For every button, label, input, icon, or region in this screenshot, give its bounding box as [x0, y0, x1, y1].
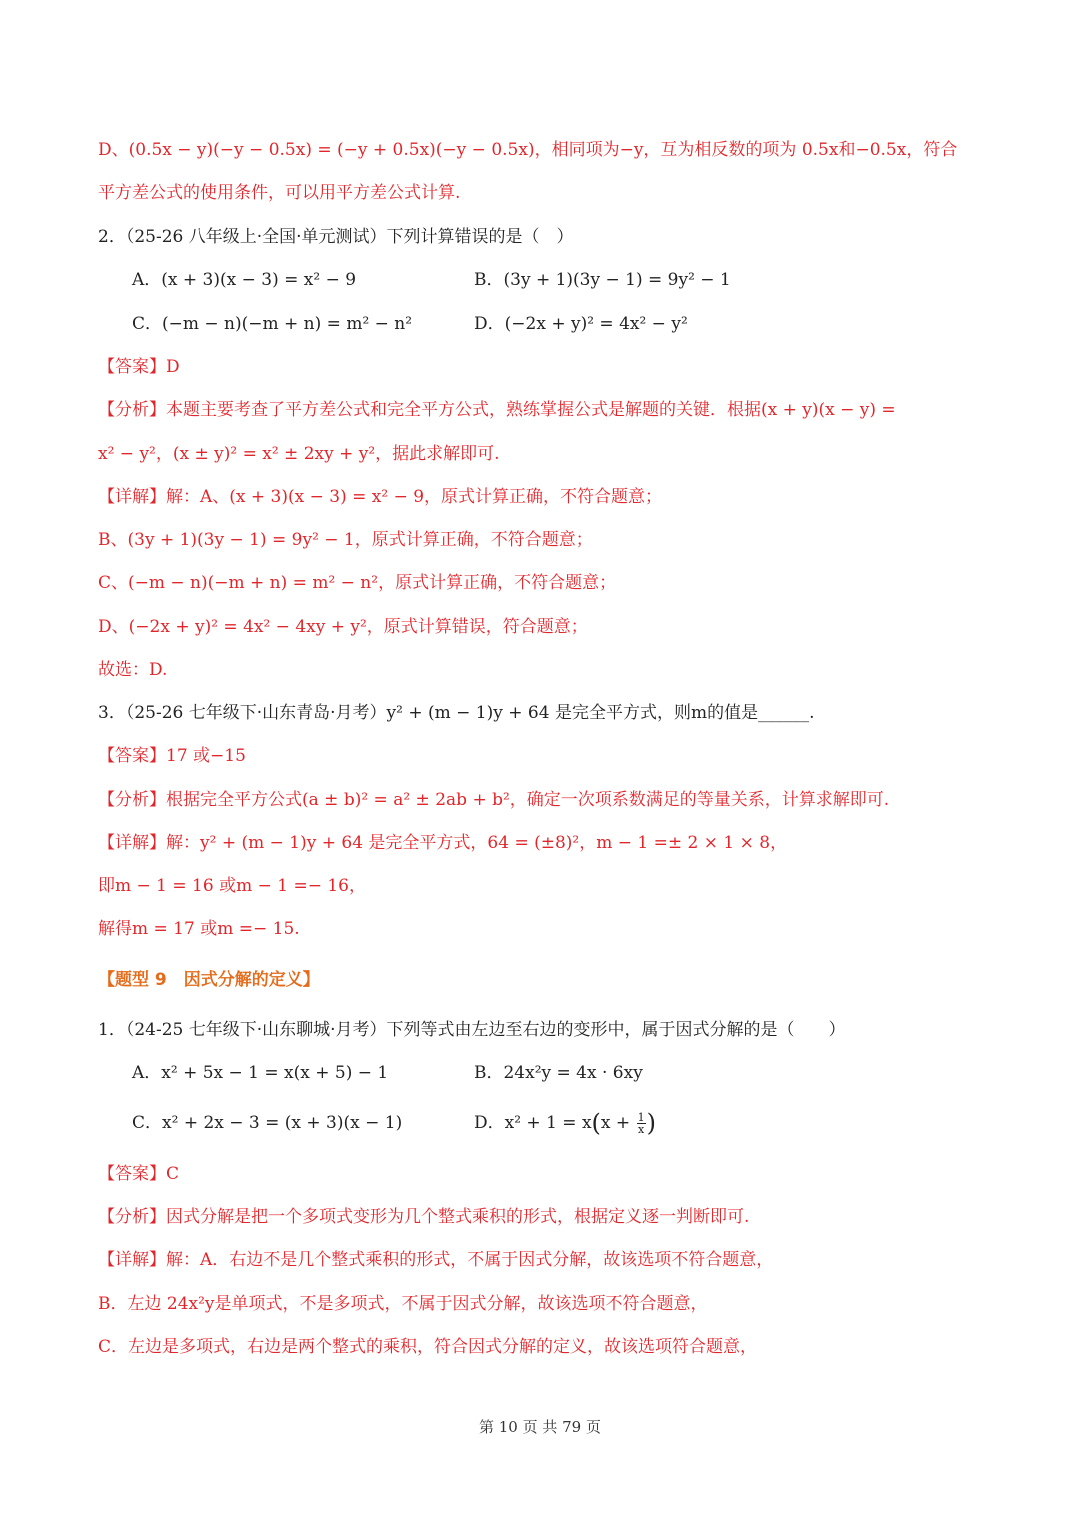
text-line: 即m − 1 = 16 或m − 1 =− 16，	[98, 876, 366, 896]
text-line: 【详解】解：A．右边不是几个整式乘积的形式，不属于因式分解，故该选项不符合题意，	[98, 1250, 774, 1270]
text-line: 3．（25-26 七年级下·山东青岛·月考）y² + (m − 1)y + 64 是完全平方式，则m的值是______.	[98, 703, 815, 723]
fraction: $\frac{1}{x}$	[637, 1111, 645, 1136]
text-line: 故选：D.	[98, 660, 168, 680]
text-line: D、(−2x + y)² = 4x² − 4xy + y²，原式计算错误，符合题意；	[98, 617, 588, 637]
text-line: 【分析】本题主要考查了平方差公式和完全平方公式，熟练掌握公式是解题的关键．根据(x + y)(x − y) =	[98, 400, 896, 420]
text-line: 【详解】解：A、(x + 3)(x − 3) = x² − 9，原式计算正确，不符合题意；	[98, 487, 663, 507]
text-line: 平方差公式的使用条件，可以用平方差公式计算.	[98, 183, 461, 203]
text-line: B．左边 24x²y是单项式，不是多项式，不属于因式分解，故该选项不符合题意，	[98, 1294, 708, 1314]
text-line: 【答案】17 或−15	[98, 746, 246, 766]
text-line: 【答案】C	[98, 1164, 180, 1184]
text-line: B、(3y + 1)(3y − 1) = 9y² − 1，原式计算正确，不符合题意；	[98, 530, 593, 550]
text-line: 解得m = 17 或m =− 15.	[98, 919, 300, 939]
section-header: 【题型 9 因式分解的定义】	[98, 970, 320, 990]
text-line: 【分析】根据完全平方公式(a ± b)² = a² ± 2ab + b²，确定一次项系数满足的等量关系，计算求解即可.	[98, 790, 890, 810]
text-line: x² − y²，(x ± y)² = x² ± 2xy + y²，据此求解即可.	[98, 444, 500, 464]
answer-option: B．24x²y = 4x · 6xy	[474, 1063, 643, 1083]
text-line: 【答案】D	[98, 357, 180, 377]
answer-option: B．(3y + 1)(3y − 1) = 9y² − 1	[474, 270, 731, 290]
answer-option: A．(x + 3)(x − 3) = x² − 9	[132, 270, 357, 290]
text-line: 2．（25-26 八年级上·全国·单元测试）下列计算错误的是（ ）	[98, 227, 574, 247]
answer-option: A．x² + 5x − 1 = x(x + 5) − 1	[132, 1063, 389, 1083]
text-line: C、(−m − n)(−m + n) = m² − n²，原式计算正确，不符合题意；	[98, 573, 617, 593]
text-line: C．左边是多项式，右边是两个整式的乘积，符合因式分解的定义，故该选项符合题意，	[98, 1337, 758, 1357]
text-line: D、(0.5x − y)(−y − 0.5x) = (−y + 0.5x)(−y − 0.5x)，相同项为−y，互为相反数的项为 0.5x和−0.5x，符合	[98, 140, 958, 160]
option-d-q1: D．x² + 1 = x(x + $\frac{1}{x}$ )	[474, 1109, 656, 1137]
text-line: 【分析】因式分解是把一个多项式变形为几个整式乘积的形式，根据定义逐一判断即可.	[98, 1207, 750, 1227]
answer-option: C．x² + 2x − 3 = (x + 3)(x − 1)	[132, 1113, 403, 1133]
answer-option: D．(−2x + y)² = 4x² − y²	[474, 314, 688, 334]
text-line: 【详解】解：y² + (m − 1)y + 64 是完全平方式，64 = (±8)²，m − 1 =± 2 × 1 × 8，	[98, 833, 788, 853]
text-line: 1．（24-25 七年级下·山东聊城·月考）下列等式由左边至右边的变形中，属于因式分解的是（ ）	[98, 1020, 846, 1040]
page-footer: 第 10 页 共 79 页	[478, 1418, 601, 1436]
answer-option: C．(−m − n)(−m + n) = m² − n²	[132, 314, 413, 334]
